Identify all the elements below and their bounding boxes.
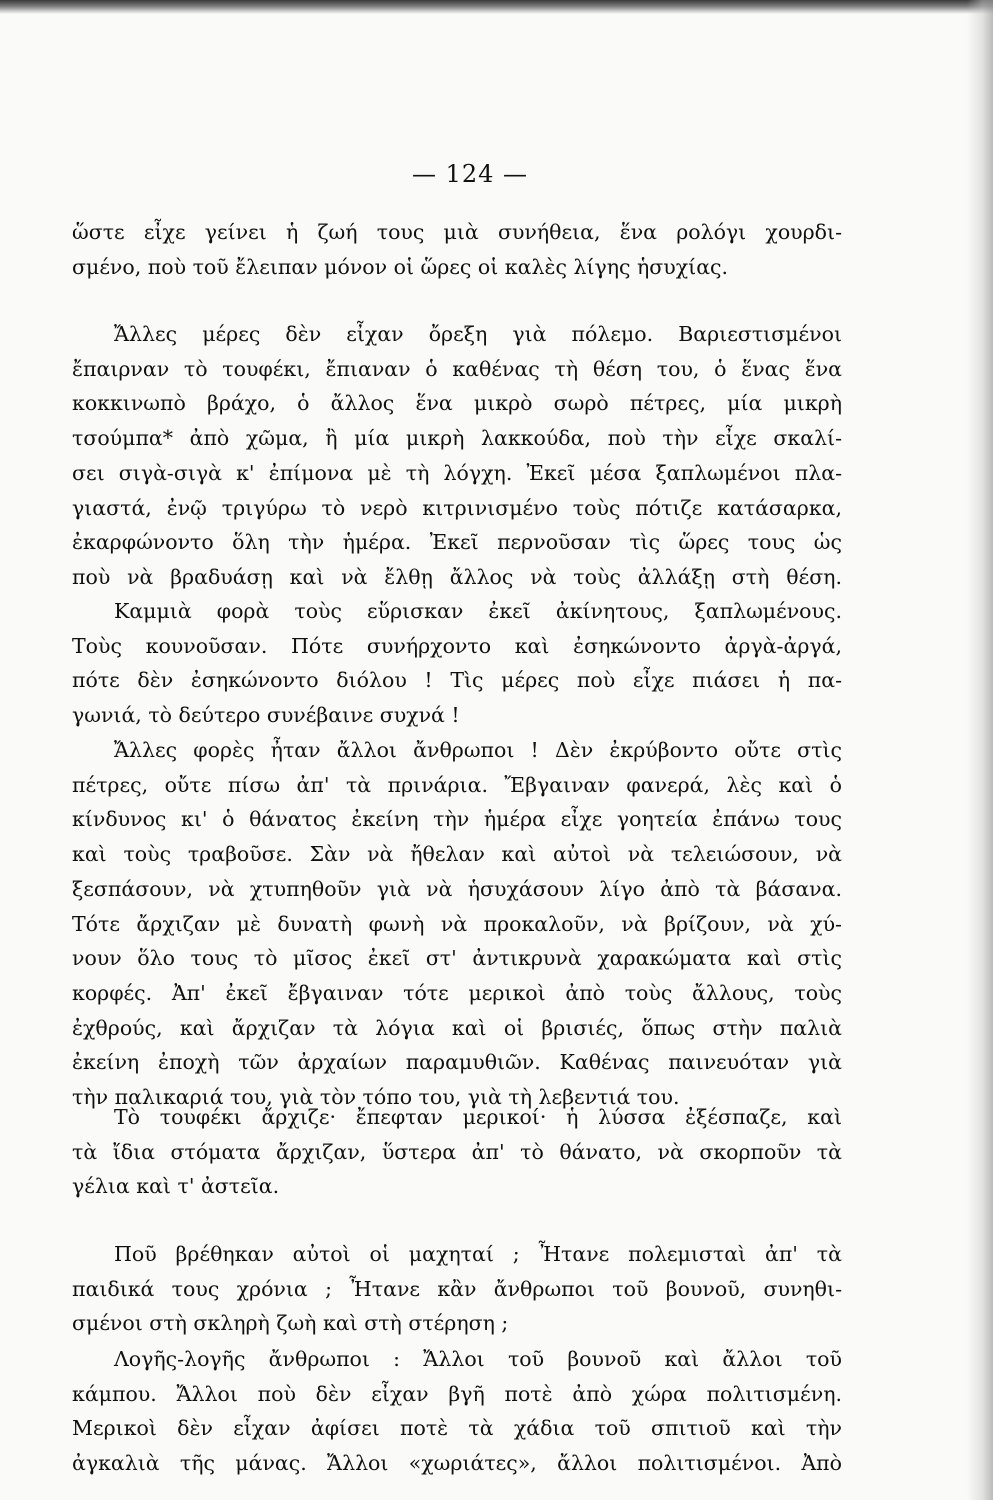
text-line: σμένο, ποὺ τοῦ ἔλειπαν μόνον οἱ ὥρες οἱ καλὲς λίγης ἡσυχίας.	[72, 254, 729, 279]
text-line: τὰ ἴδια στόματα ἄρχιζαν, ὕστερα ἀπ' τὸ θάνατο, νὰ σκορποῦν τὰ	[72, 1139, 842, 1164]
text-line: Μερικοὶ δὲν εἶχαν ἀφίσει ποτὲ τὰ χάδια τοῦ σπιτιοῦ καὶ τὴν	[72, 1416, 842, 1441]
text-line: ἔπαιρναν τὸ τουφέκι, ἔπιαναν ὁ καθένας τὴ θέση του, ὁ ἕνας ἕνα	[72, 356, 842, 381]
scan-binding-shadow	[967, 0, 993, 1500]
text-line: Λογῆς-λογῆς ἄνθρωποι : Ἄλλοι τοῦ βουνοῦ καὶ ἄλλοι τοῦ	[114, 1347, 842, 1371]
text-line: κορφές. Ἀπ' ἐκεῖ ἔβγαιναν τότε μερικοὶ ἀπὸ τοὺς ἄλλους, τοὺς	[72, 980, 842, 1005]
text-line: Ἄλλες φορὲς ἦταν ἄλλοι ἄνθρωποι ! Δὲν ἐκρύβοντο οὔτε στὶς	[114, 738, 842, 762]
text-line: Τὸ τουφέκι ἄρχιζε· ἔπεφταν μερικοί· ἡ λύσσα ἐξέσπαζε, καὶ	[114, 1105, 842, 1129]
text-line: ποὺ νὰ βραδυάσῃ καὶ νὰ ἔλθῃ ἄλλος νὰ τοὺς ἀλλάξῃ στὴ θέση.	[72, 564, 842, 589]
text-line: πέτρες, οὔτε πίσω ἀπ' τὰ πρινάρια. Ἔβγαιναν φανερά, λὲς καὶ ὁ	[72, 772, 842, 797]
text-line: παιδικά τους χρόνια ; Ἦτανε κἂν ἄνθρωποι τοῦ βουνοῦ, συνηθι-	[72, 1276, 842, 1301]
text-line: ὥστε εἶχε γείνει ἡ ζωή τους μιὰ συνήθεια, ἕνα ρολόγι χουρδι-	[72, 220, 842, 244]
text-line: σμένοι στὴ σκληρὴ ζωὴ καὶ στὴ στέρηση ;	[72, 1311, 509, 1336]
text-line: ἐχθρούς, καὶ ἄρχιζαν τὰ λόγια καὶ οἱ βρισιές, ὅπως στὴν παλιὰ	[72, 1015, 842, 1040]
text-line: ξεσπάσουν, νὰ χτυπηθοῦν γιὰ νὰ ἡσυχάσουν λίγο ἀπὸ τὰ βάσανα.	[72, 876, 842, 901]
text-line: τὴν παλικαριά του, γιὰ τὸν τόπο του, γιὰ τὴ λεβεντιά του.	[72, 1085, 680, 1110]
text-line: Τότε ἄρχιζαν μὲ δυνατὴ φωνὴ νὰ προκαλοῦν, νὰ βρίζουν, νὰ χύ-	[72, 911, 842, 936]
text-line: Ποῦ βρέθηκαν αὐτοὶ οἱ μαχηταί ; Ἦτανε πολεμισταὶ ἀπ' τὰ	[114, 1242, 842, 1266]
text-line: ἀγκαλιὰ τῆς μάνας. Ἄλλοι «χωριάτες», ἄλλοι πολιτισμένοι. Ἀπὸ	[72, 1451, 842, 1476]
paragraph-1	[72, 215, 842, 284]
page-number: — 124 —	[411, 160, 529, 188]
text-line: γιαστά, ἐνῷ τριγύρω τὸ νερὸ κιτρινισμένο τοὺς πότιζε κατάσαρκα,	[72, 495, 842, 520]
text-line: κίνδυνος κι' ὁ θάνατος ἐκείνη τὴν ἡμέρα εἶχε γοητεία ἐπάνω τους	[72, 807, 842, 832]
text-line: γέλια καὶ τ' ἀστεῖα.	[72, 1174, 280, 1199]
text-line: Ἄλλες μέρες δὲν εἶχαν ὄρεξη γιὰ πόλεμο. Βαριεστισμένοι	[114, 322, 842, 346]
text-line: Καμμιὰ φορὰ τοὺς εὕρισκαν ἐκεῖ ἀκίνητους, ξαπλωμένους.	[114, 599, 842, 623]
text-line: κάμπου. Ἄλλοι ποὺ δὲν εἶχαν βγῆ ποτὲ ἀπὸ χώρα πολιτισμένη.	[72, 1381, 842, 1406]
text-line: κοκκινωπὸ βράχο, ὁ ἄλλος ἕνα μικρὸ σωρὸ πέτρες, μία μικρὴ	[72, 391, 842, 416]
text-line: τσούμπα* ἀπὸ χῶμα, ἢ μία μικρὴ λακκούδα, ποὺ τὴν εἶχε σκαλί-	[72, 426, 842, 451]
text-line: σει σιγὰ-σιγὰ κ' ἐπίμονα μὲ τὴ λόγχη. Ἐκεῖ μέσα ξαπλωμένοι πλα-	[72, 460, 842, 485]
paragraph-4	[72, 733, 842, 1115]
paragraph-5	[72, 1100, 842, 1204]
text-line: ἐκαρφώνοντο ὅλη τὴν ἡμέρα. Ἐκεῖ περνοῦσαν τὶς ὥρες τους ὡς	[72, 530, 842, 555]
paragraph-2	[72, 317, 842, 595]
paragraph-3	[72, 594, 842, 733]
text-line: γωνιά, τὸ δεύτερο συνέβαινε συχνά !	[72, 703, 460, 728]
paragraph-7	[72, 1342, 842, 1481]
scan-top-edge	[0, 0, 993, 14]
text-line: πότε δὲν ἐσηκώνοντο διόλου ! Τὶς μέρες ποὺ εἶχε πιάσει ἡ πα-	[72, 668, 842, 693]
text-line: ἐκείνη ἐποχὴ τῶν ἀρχαίων παραμυθιῶν. Καθένας παινευόταν γιὰ	[72, 1050, 842, 1075]
text-line: καὶ τοὺς τραβοῦσε. Σὰν νὰ ἤθελαν καὶ αὐτοὶ νὰ τελειώσουν, νὰ	[72, 842, 842, 867]
text-line: νουν ὅλο τους τὸ μῖσος ἐκεῖ στ' ἀντικρυνὰ χαρακώματα καὶ στὶς	[72, 946, 842, 971]
paragraph-6	[72, 1237, 842, 1341]
text-line: Τοὺς κουνοῦσαν. Πότε συνήρχοντο καὶ ἐσηκώνοντο ἀργὰ-ἀργά,	[72, 633, 842, 658]
